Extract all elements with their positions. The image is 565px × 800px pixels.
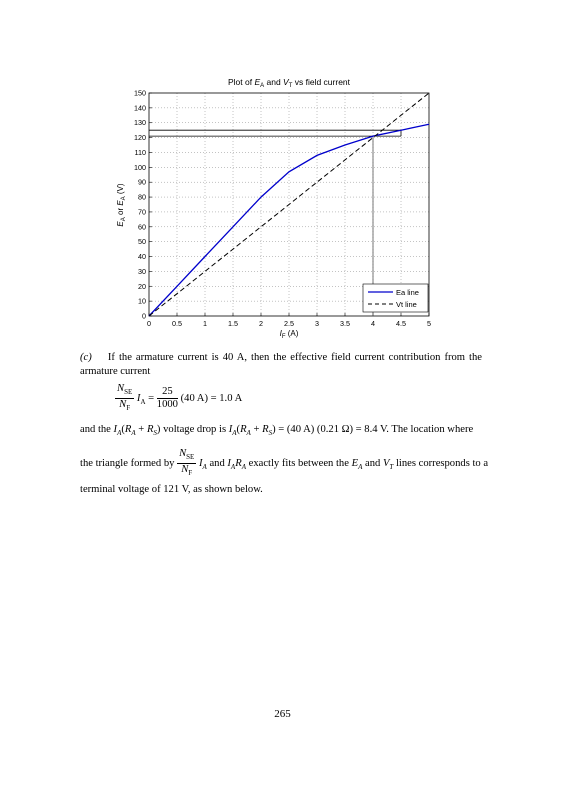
- paragraph-c-text: If the armature current is 40 A, then the effective field current contribution from the armature current: [80, 352, 483, 377]
- y-tick-label: 40: [138, 252, 146, 262]
- paragraph-c: [80, 351, 482, 379]
- y-axis-label: $E_A$ or $E_A$ (V): [116, 183, 127, 227]
- x-tick-label: 2.5: [284, 319, 294, 328]
- y-tick-label: 140: [134, 103, 146, 113]
- y-tick-label: 120: [134, 133, 146, 143]
- x-tick-label: 1: [203, 319, 207, 328]
- chart: [0, 0, 565, 360]
- y-tick-label: 70: [138, 207, 146, 217]
- chart-title: Plot of $E_A$ and $V_T$ vs field current: [227, 77, 351, 89]
- fraction-nse-nf: $\frac{N_{SE}}{N_F}$: [117, 383, 133, 413]
- x-tick-label: 0: [147, 319, 151, 328]
- y-tick-label: 30: [138, 266, 146, 276]
- paragraph-drop: and the $I_A(R_A + R_S)$ voltage drop is $I_A(R_A + R_S) = (40$ A) (0.21 Ω) = 8.4 V. The location where: [80, 424, 474, 438]
- x-tick-label: 1.5: [228, 319, 238, 328]
- page-number: 265: [274, 708, 291, 720]
- x-tick-label: 3: [315, 319, 319, 328]
- paragraph-terminal: terminal voltage of 121 V, as shown below.: [80, 484, 263, 495]
- x-tick-label: 0.5: [172, 319, 182, 328]
- legend: [363, 284, 428, 312]
- x-tick-label: 4.5: [396, 319, 406, 328]
- y-tick-label: 130: [134, 118, 146, 128]
- legend-label-vt: Vt line: [396, 300, 417, 309]
- y-tick-label: 100: [134, 162, 146, 172]
- y-tick-label: 110: [134, 147, 146, 157]
- y-tick-label: 20: [138, 281, 146, 291]
- y-tick-label: 80: [138, 192, 146, 202]
- y-tick-label: 10: [138, 296, 146, 306]
- x-tick-label: 4: [371, 319, 375, 328]
- x-tick-label: 5: [427, 319, 431, 328]
- legend-label-ea: Ea line: [396, 288, 419, 297]
- part-label: (c): [80, 352, 92, 363]
- fraction-25-1000: $\frac{25}{1000}$: [156, 386, 178, 411]
- equation-1: $\frac{N_{SE}}{N_F}$ $I_A$ = $\frac{25}{1000}$ (40 A) = 1.0 A: [117, 383, 243, 413]
- y-tick-label: 90: [138, 177, 146, 187]
- paragraph-triangle: the triangle formed by $\frac{N_{SE}}{N_F}$ $I_A$ and $I_AR_A$ exactly fits between the $E_A$ and $V_T$ lines corresponds to a: [80, 448, 489, 478]
- x-tick-label: 2: [259, 319, 263, 328]
- y-tick-label: 0: [142, 311, 146, 321]
- y-tick-label: 150: [134, 88, 146, 98]
- x-axis-label: $I_F$ (A): [279, 329, 299, 340]
- x-tick-label: 3.5: [340, 319, 350, 328]
- y-tick-label: 50: [138, 237, 146, 247]
- y-tick-label: 60: [138, 222, 146, 232]
